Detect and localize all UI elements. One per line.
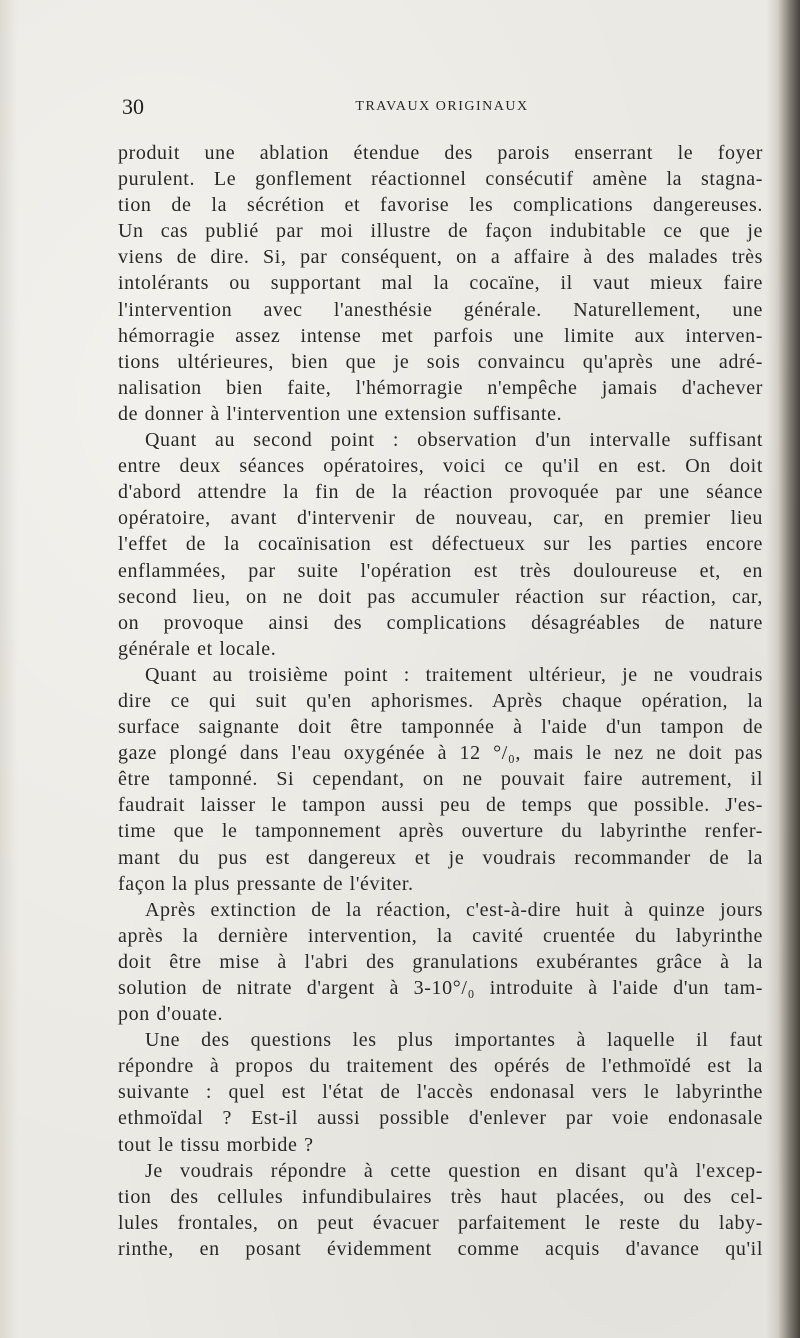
running-head: TRAVAUX ORIGINAUX xyxy=(355,99,529,114)
text-line: intolérants ou supportant mal la cocaïne, il vaut mieux faire xyxy=(118,272,763,295)
text-line: nalisation bien faite, l'hémorragie n'empêche jamais d'achever xyxy=(118,376,763,399)
text-line: répondre à propos du traitement des opérés de l'ethmoïdé est la xyxy=(118,1055,763,1078)
text-line: surface saignante doit être tamponnée à l'aide d'un tampon de xyxy=(118,716,763,739)
text-line: gaze plongé dans l'eau oxygénée à 12 °/₀, mais le nez ne doit pas xyxy=(118,742,763,765)
text-line: tout le tissu morbide ? xyxy=(118,1133,314,1156)
text-line: doit être mise à l'abri des granulations exubérantes grâce à la xyxy=(118,950,763,973)
text-line: tion des cellules infundibulaires très haut placées, ou des cel- xyxy=(118,1185,763,1208)
text-line: opératoire, avant d'intervenir de nouveau, car, en premier lieu xyxy=(118,507,763,530)
text-line: entre deux séances opératoires, voici ce qu'il en est. On doit xyxy=(118,455,763,478)
text-line: hémorragie assez intense met parfois une limite aux interven- xyxy=(118,324,763,347)
text-line: Un cas publié par moi illustre de façon indubitable ce que je xyxy=(118,220,763,243)
text-line: tion de la sécrétion et favorise les complications dangereuses. xyxy=(118,194,763,217)
text-line: tions ultérieures, bien que je sois convaincu qu'après une adré- xyxy=(118,350,763,373)
text-line: faudrait laisser le tampon aussi peu de temps que possible. J'es- xyxy=(118,794,763,817)
text-line: viens de dire. Si, par conséquent, on a affaire à des malades très xyxy=(118,246,763,269)
page-header xyxy=(122,93,762,121)
text-line: après la dernière intervention, la cavité cruentée du labyrinthe xyxy=(118,924,763,947)
text-line: Après extinction de la réaction, c'est-à-dire huit à quinze jours xyxy=(145,898,763,921)
text-line: dire ce qui suit qu'en aphorismes. Après chaque opération, la xyxy=(118,689,763,712)
page-left-shade xyxy=(0,0,18,1338)
text-line: suivante : quel est l'état de l'accès endonasal vers le labyrinthe xyxy=(118,1081,763,1104)
text-line: générale et locale. xyxy=(118,637,277,660)
text-line: ethmoïdal ? Est-il aussi possible d'enlever par voie endonasale xyxy=(118,1107,763,1130)
text-line: Quant au second point : observation d'un intervalle suffisant xyxy=(145,429,763,452)
text-line: être tamponné. Si cependant, on ne pouvait faire autrement, il xyxy=(118,768,763,791)
text-line: purulent. Le gonflement réactionnel consécutif amène la stagna- xyxy=(118,168,763,191)
text-line: on provoque ainsi des complications désagréables de nature xyxy=(118,611,763,634)
text-line: time que le tamponnement après ouverture du labyrinthe renfer- xyxy=(118,820,763,843)
text-line: l'intervention avec l'anesthésie générale. Naturellement, une xyxy=(118,298,763,321)
text-line: lules frontales, on peut évacuer parfaitement le reste du laby- xyxy=(118,1211,763,1234)
page-number: 30 xyxy=(122,94,144,119)
text-line: produit une ablation étendue des parois enserrant le foyer xyxy=(118,142,763,164)
binding-edge-shadow xyxy=(766,0,800,1338)
text-line: Je voudrais répondre à cette question en disant qu'à l'excep- xyxy=(145,1159,763,1182)
body-text xyxy=(118,140,763,1262)
text-line: second lieu, on ne doit pas accumuler réaction sur réaction, car, xyxy=(118,585,763,608)
text-line: pon d'ouate. xyxy=(118,1003,224,1026)
text-line: Une des questions les plus importantes à laquelle il faut xyxy=(145,1029,763,1052)
text-line: rinthe, en posant évidemment comme acquis d'avance qu'il xyxy=(118,1237,763,1260)
text-line: enflammées, par suite l'opération est très douloureuse et, en xyxy=(118,559,763,582)
text-line: Quant au troisième point : traitement ultérieur, je ne voudrais xyxy=(145,663,763,686)
text-line: d'abord attendre la fin de la réaction provoquée par une séance xyxy=(118,481,763,504)
text-line: mant du pus est dangereux et je voudrais recommander de la xyxy=(118,846,763,869)
text-line: de donner à l'intervention une extension suffisante. xyxy=(118,402,563,425)
text-line: l'effet de la cocaïnisation est défectueux sur les parties encore xyxy=(118,533,763,556)
text-line: façon la plus pressante de l'éviter. xyxy=(118,872,414,895)
text-line: solution de nitrate d'argent à 3-10°/₀ introduite à l'aide d'un tam- xyxy=(118,977,763,999)
